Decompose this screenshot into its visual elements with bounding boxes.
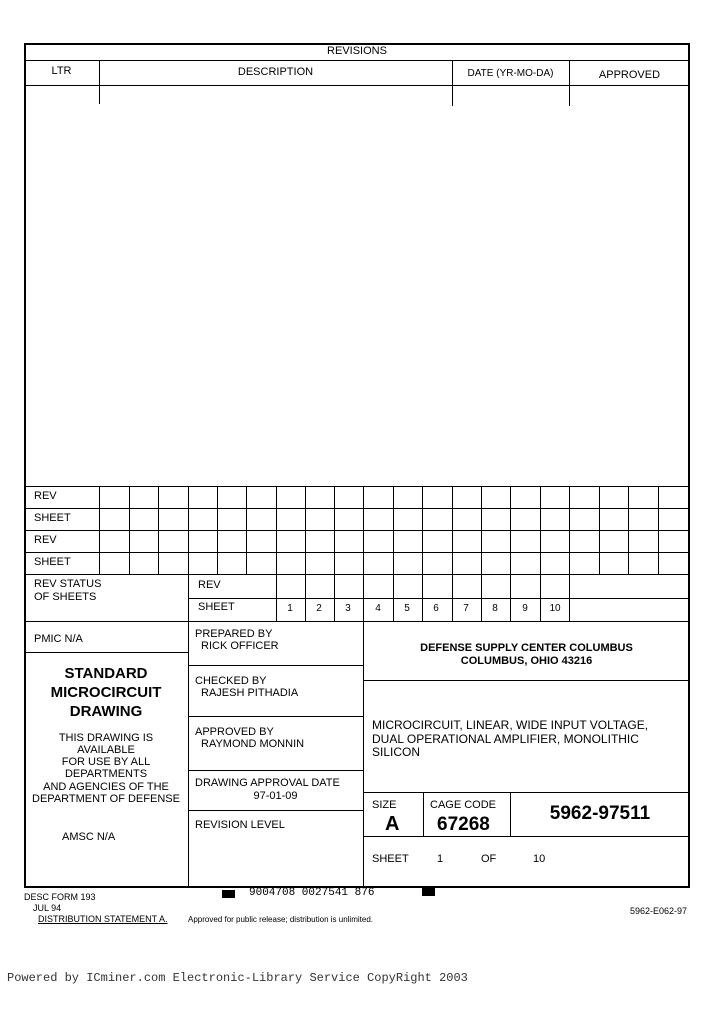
availability-line: AND AGENCIES OF THE [43, 781, 169, 793]
form-number: 5962-E062-97 [630, 906, 688, 916]
grid-line [658, 486, 659, 574]
cage-code-label: CAGE CODE [430, 799, 497, 811]
status-sheet-label: SHEET [198, 601, 235, 613]
powered-by-footer: Powered by ICminer.com Electronic-Library Service CopyRight 2003 [7, 971, 468, 985]
grid-line [24, 574, 690, 575]
grid-line [510, 574, 511, 621]
divider [363, 680, 690, 681]
approval-date-value: 97-01-09 [253, 790, 298, 802]
sheet-number: 5 [404, 603, 410, 614]
divider [188, 770, 363, 771]
checked-by-name: RAJESH PITHADIA [201, 687, 299, 699]
status-rev-label: REV [198, 579, 221, 591]
description-header: DESCRIPTION [237, 66, 314, 78]
divider [24, 85, 690, 86]
size-label: SIZE [372, 799, 397, 811]
sheet-number: 6 [433, 603, 439, 614]
approved-by-label: APPROVED BY [195, 726, 274, 738]
rev-label: REV [34, 534, 57, 546]
grid-line [363, 486, 364, 574]
availability-line: THIS DRAWING IS [58, 732, 154, 744]
sheet-number: 8 [492, 603, 498, 614]
approval-date-label: DRAWING APPROVAL DATE [195, 777, 340, 789]
grid-line [481, 574, 482, 621]
grid-line [569, 486, 570, 574]
sheet-label: SHEET [34, 512, 71, 524]
form-id: DESC FORM 193 [24, 892, 96, 902]
sheet-number: 1 [287, 603, 293, 614]
pmic-label: PMIC N/A [34, 633, 83, 645]
grid-line [305, 574, 306, 621]
divider [188, 716, 363, 717]
divider [452, 60, 453, 106]
divider [188, 810, 363, 811]
grid-line [129, 486, 130, 574]
grid-line [24, 552, 690, 553]
device-title-line: SILICON [372, 745, 421, 759]
grid-line [599, 486, 600, 574]
grid-line [276, 486, 277, 574]
grid-line [217, 486, 218, 574]
divider [569, 60, 570, 106]
availability-line: FOR USE BY ALL [61, 756, 151, 768]
grid-line [540, 574, 541, 621]
sheet-number: 4 [375, 603, 381, 614]
sheet-number: 7 [463, 603, 469, 614]
grid-line [452, 486, 453, 574]
grid-line [334, 486, 335, 574]
grid-line [188, 598, 690, 599]
rev-status-label: REV STATUS [34, 578, 102, 590]
grid-line [569, 574, 570, 621]
grid-line [393, 574, 394, 621]
divider [24, 652, 188, 653]
divider [423, 792, 424, 836]
grid-line [540, 486, 541, 574]
checked-by-label: CHECKED BY [195, 675, 267, 687]
grid-line [422, 574, 423, 621]
form-date: JUL 94 [33, 903, 62, 913]
rev-label: REV [34, 490, 57, 502]
grid-line [334, 574, 335, 621]
availability-line: DEPARTMENTS [64, 768, 148, 780]
grid-line [305, 486, 306, 574]
grid-line [158, 486, 159, 574]
device-title-line: DUAL OPERATIONAL AMPLIFIER, MONOLITHIC [372, 732, 639, 746]
divider [24, 60, 690, 61]
agency-name: DEFENSE SUPPLY CENTER COLUMBUS [420, 642, 633, 654]
total-sheets: 10 [533, 853, 546, 865]
divider [188, 621, 189, 888]
availability-line: AVAILABLE [77, 744, 135, 756]
of-sheets-label: OF SHEETS [34, 591, 97, 603]
divider [363, 792, 690, 793]
sheet-label: SHEET [372, 853, 409, 865]
availability-line: DEPARTMENT OF DEFENSE [32, 793, 180, 805]
sheet-number: 3 [345, 603, 351, 614]
grid-line [24, 486, 690, 487]
distribution-label: DISTRIBUTION STATEMENT A. [38, 914, 168, 924]
barcode-number: 9004708 0027541 876 [249, 887, 375, 899]
prepared-by-label: PREPARED BY [195, 628, 273, 640]
grid-line [246, 486, 247, 574]
grid-line [99, 486, 100, 574]
grid-line [24, 530, 690, 531]
date-header: DATE (YR-MO-DA) [467, 68, 554, 79]
approved-by-name: RAYMOND MONNIN [201, 738, 305, 750]
sheet-number: 10 [549, 603, 561, 614]
barcode-mark [222, 890, 235, 898]
drawing-number: 5962-97511 [549, 803, 651, 824]
prepared-by-name: RICK OFFICER [201, 640, 279, 652]
barcode-mark [422, 888, 435, 896]
approved-header: APPROVED [598, 69, 661, 81]
grid-line [188, 486, 189, 574]
size-value: A [385, 813, 400, 835]
sheet-label: SHEET [34, 556, 71, 568]
ltr-header: LTR [51, 65, 72, 77]
sheet-value: 1 [437, 853, 444, 865]
grid-line [628, 486, 629, 574]
sheet-number: 2 [316, 603, 322, 614]
of-label: OF [481, 853, 497, 865]
grid-line [363, 574, 364, 621]
distribution-text: Approved for public release; distribution is unlimited. [188, 915, 373, 924]
sheet-number: 9 [522, 603, 528, 614]
grid-line [510, 486, 511, 574]
grid-line [481, 486, 482, 574]
amsc-label: AMSC N/A [62, 831, 116, 843]
divider [188, 665, 363, 666]
cage-code-value: 67268 [437, 814, 490, 835]
grid-line [452, 574, 453, 621]
agency-address: COLUMBUS, OHIO 43216 [460, 655, 593, 667]
drawing-title-line: DRAWING [69, 703, 143, 720]
grid-line [422, 486, 423, 574]
divider [363, 836, 690, 837]
revision-level-label: REVISION LEVEL [195, 819, 285, 831]
revisions-title: REVISIONS [327, 45, 387, 57]
grid-line [188, 574, 189, 621]
grid-line [393, 486, 394, 574]
grid-line [276, 574, 277, 621]
drawing-title-line: MICROCIRCUIT [50, 684, 162, 701]
drawing-title-line: STANDARD [64, 665, 148, 682]
device-title-line: MICROCIRCUIT, LINEAR, WIDE INPUT VOLTAGE, [372, 718, 649, 732]
grid-line [24, 508, 690, 509]
divider [24, 621, 690, 622]
